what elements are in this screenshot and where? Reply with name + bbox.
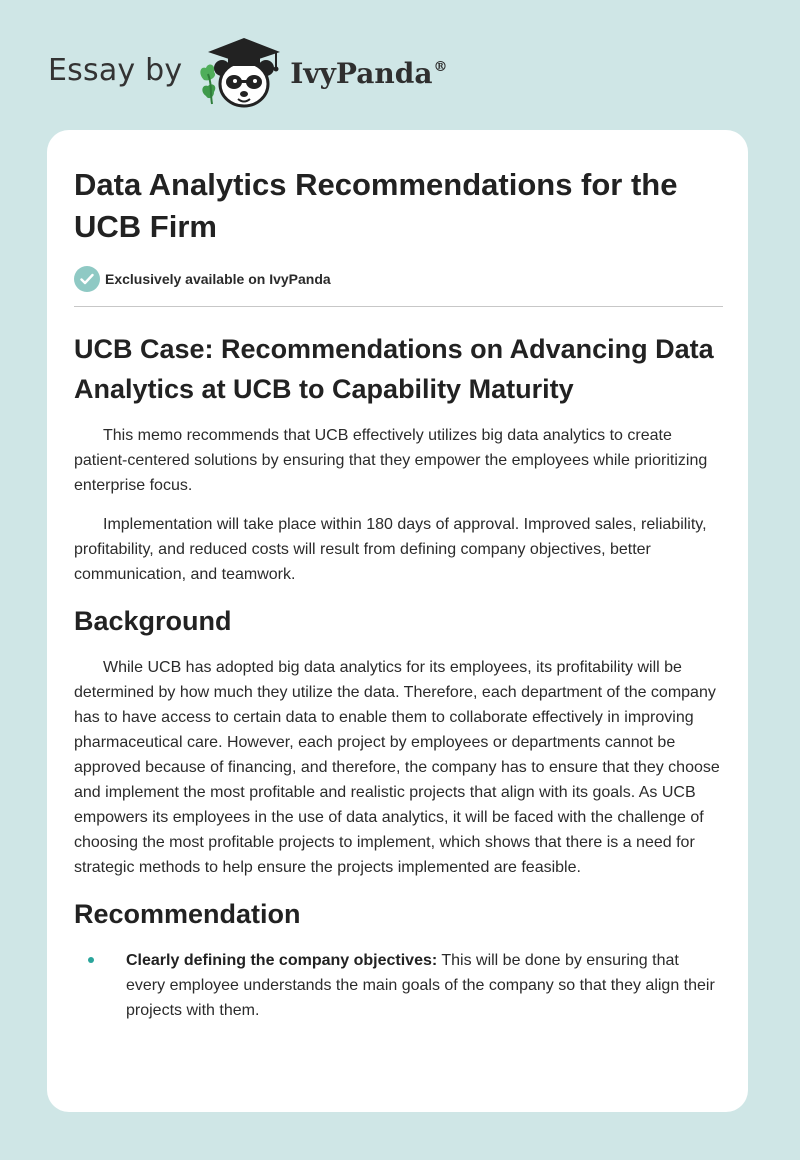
ivypanda-logo-icon[interactable] bbox=[196, 34, 288, 110]
list-item bbox=[74, 948, 721, 1023]
article-title: Data Analytics Recommendations for the UCB Firm bbox=[74, 167, 678, 244]
section-heading-recommendation: Recommendation bbox=[74, 899, 301, 929]
exclusive-text: Exclusively available on IvyPanda bbox=[105, 271, 331, 287]
divider bbox=[74, 306, 723, 307]
recommendation-list bbox=[74, 948, 721, 1023]
bullet-dot-icon bbox=[88, 957, 94, 963]
exclusive-badge bbox=[74, 264, 721, 294]
brand-text: IvyPanda bbox=[290, 56, 433, 90]
check-icon bbox=[74, 266, 100, 292]
site-header bbox=[48, 34, 447, 110]
list-item-label: Clearly defining the company objectives: bbox=[126, 952, 438, 969]
essay-by-label: Essay by bbox=[48, 52, 183, 88]
paragraph: This memo recommends that UCB effectively utilizes big data analytics to create patient-centered solutions by ensuring that they empower the employees while prioritizing enterprise focus. bbox=[74, 427, 708, 494]
list-item-text: This will be done by ensuring that every employee understands the main goals of the company so that they align their projects with them. bbox=[126, 952, 715, 1019]
section-heading-case: UCB Case: Recommendations on Advancing Data Analytics at UCB to Capability Maturity bbox=[74, 334, 714, 404]
brand-name[interactable] bbox=[290, 57, 447, 90]
registered-mark: ® bbox=[433, 58, 448, 75]
paragraph: Implementation will take place within 180 days of approval. Improved sales, reliability, profitability, and reduced costs will result from defining company objectives, better communication, and teamwork. bbox=[74, 516, 707, 583]
article-card bbox=[47, 130, 748, 1112]
paragraph: While UCB has adopted big data analytics for its employees, its profitability will be determined by how much they utilize the data. Therefore, each department of the company has to have access to certain data to enable them to collaborate effectively in improving pharmaceutical care. However, each project by employees or departments cannot be approved because of financing, and therefore, the company has to ensure that they choose and implement the most profitable and realistic projects that align with its goals. As UCB empowers its employees in the use of data analytics, it will be faced with the challenge of choosing the most profitable projects to implement, which shows that there is a need for strategic methods to help ensure the projects implemented are feasible. bbox=[74, 659, 720, 876]
section-heading-background: Background bbox=[74, 606, 232, 636]
